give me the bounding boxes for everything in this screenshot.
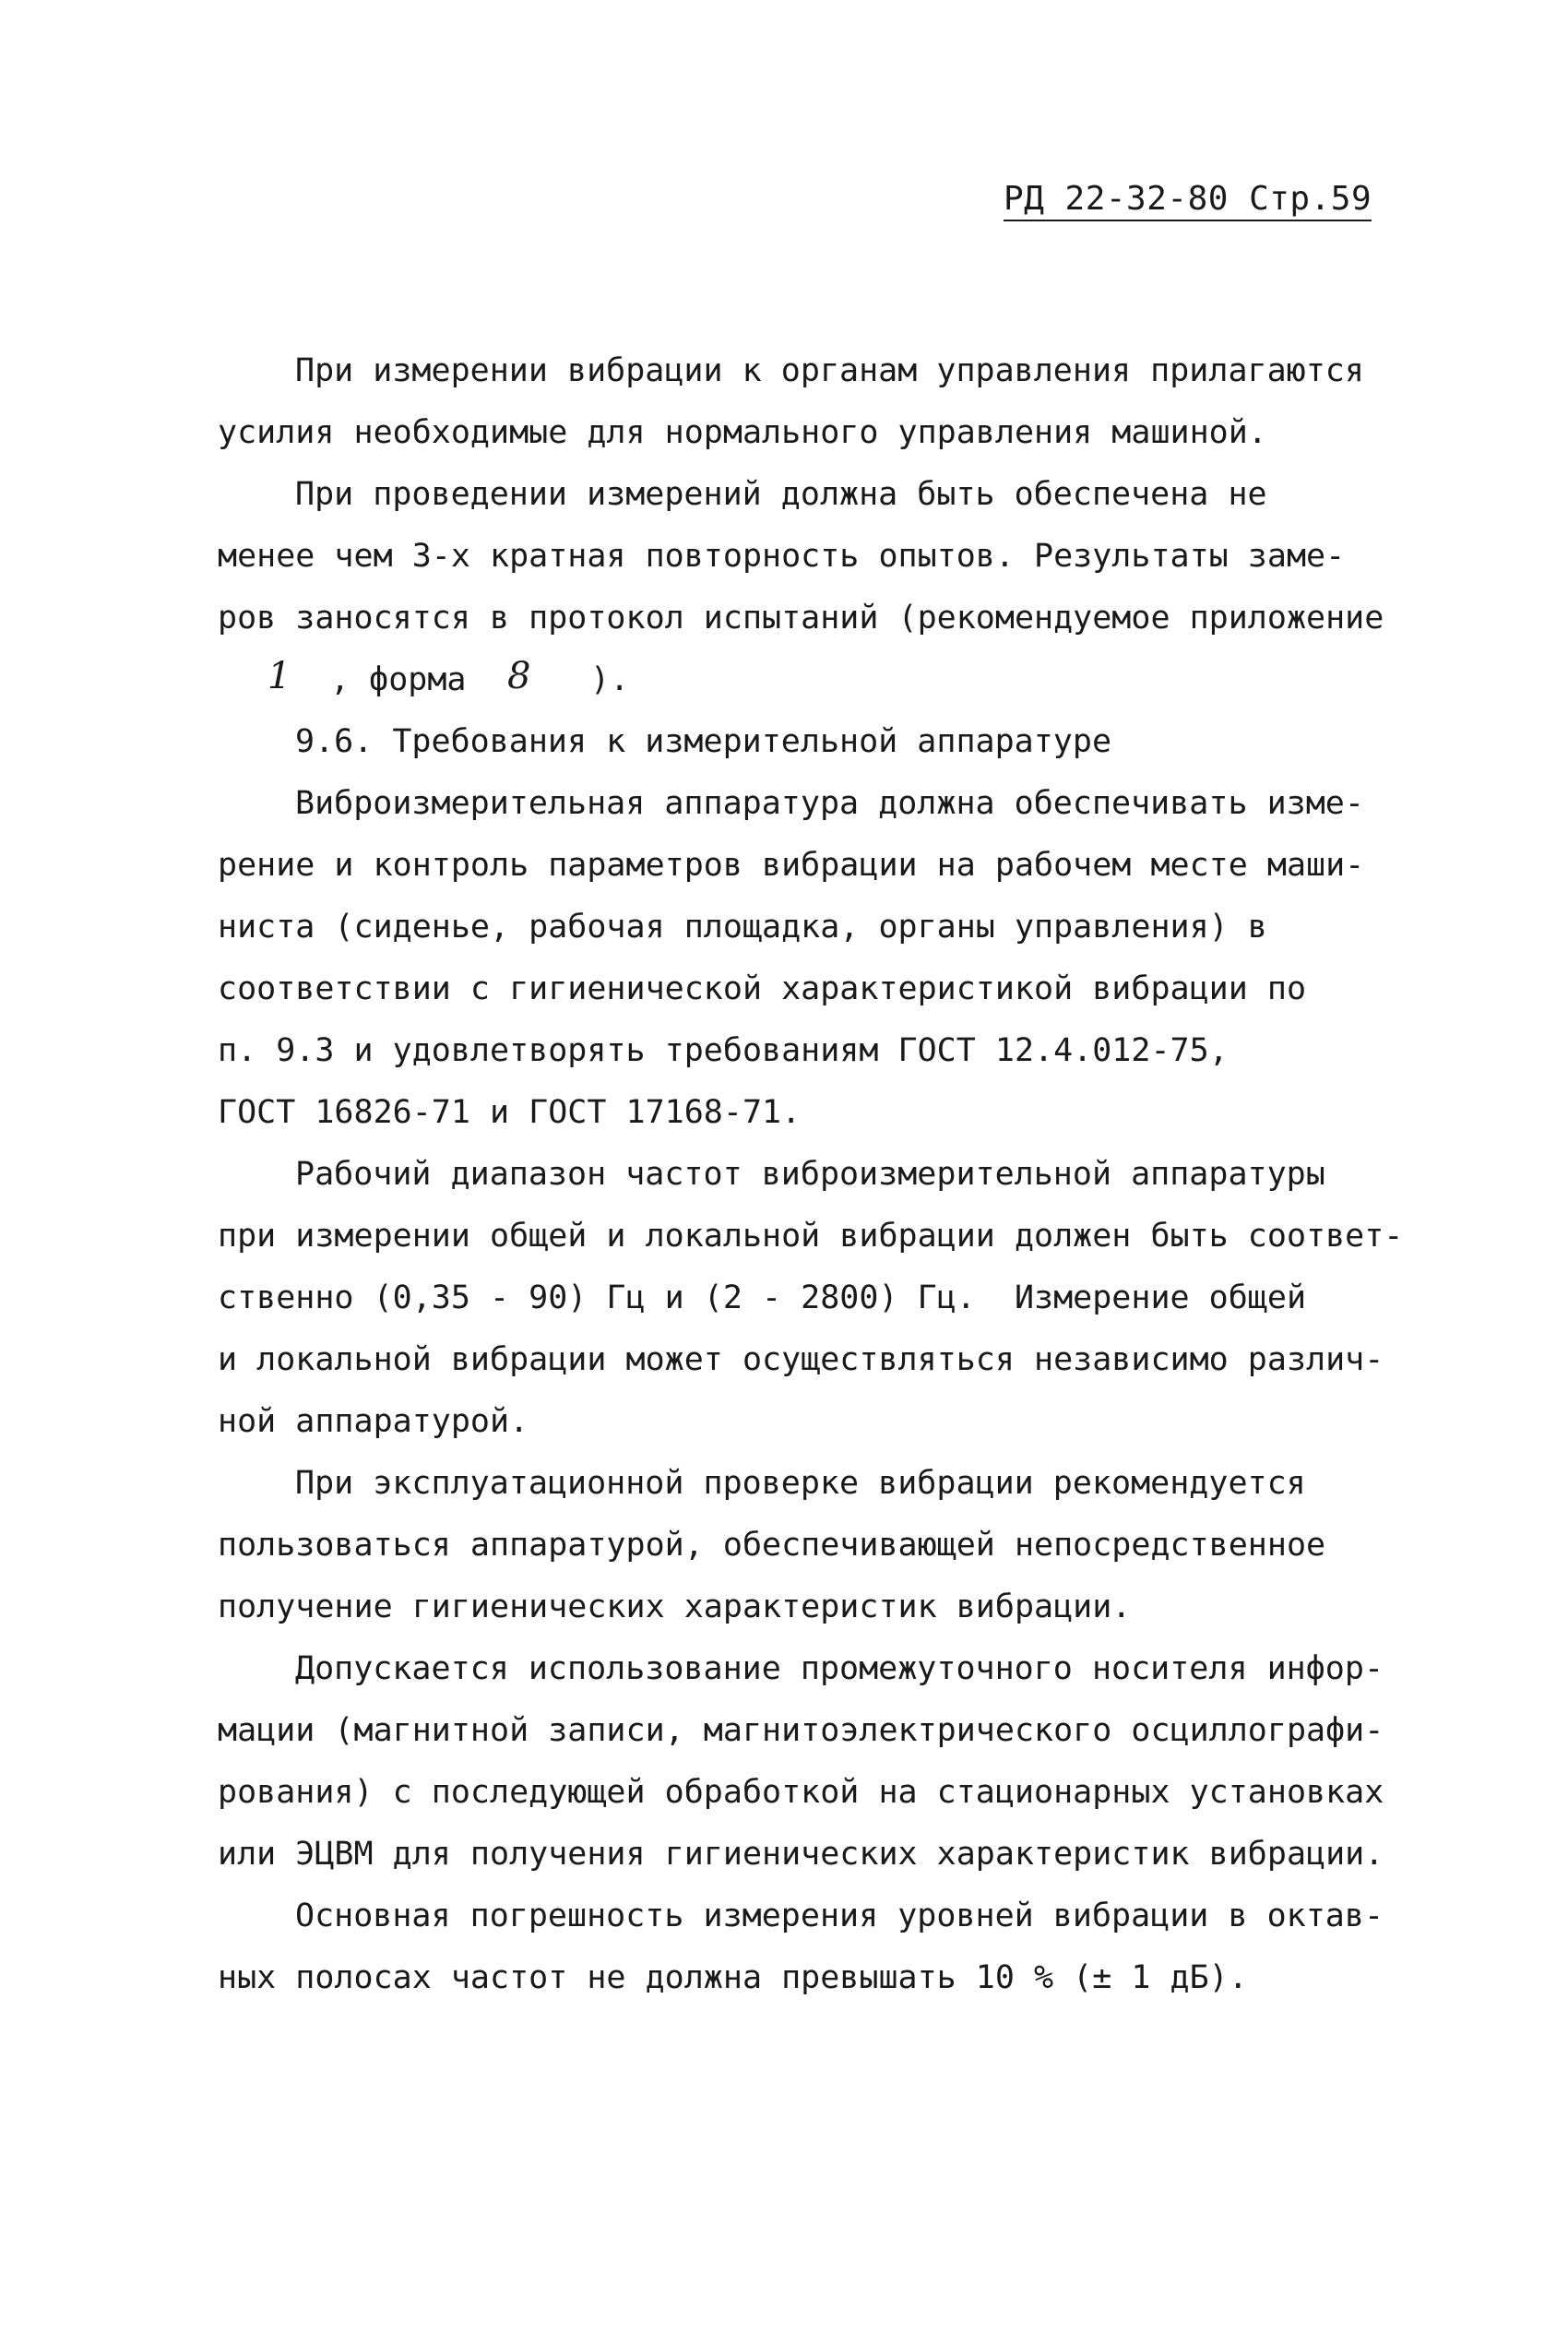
text-line-5: ров заносятся в протокол испытаний (рекомендуемое приложение	[218, 600, 1384, 637]
text-line-3: При проведении измерений должна быть обеспечена не	[295, 476, 1267, 513]
text-line-13: ГОСТ 16826-71 и ГОСТ 17168-71.	[218, 1094, 802, 1131]
handwritten-appendix-number: 1	[267, 655, 291, 697]
text-line-22: Допускается использование промежуточного носителя инфор-	[295, 1650, 1384, 1687]
text-line-12: п. 9.3 и удовлетворять требованиям ГОСТ 12.4.012-75,	[218, 1032, 1229, 1069]
text-line-14: Рабочий диапазон частот виброизмерительной аппаратуры	[295, 1156, 1325, 1193]
text-line-2: усилия необходимые для нормального управления машиной.	[218, 414, 1267, 451]
text-line-23: мации (магнитной записи, магнитоэлектрического осциллографи-	[218, 1712, 1384, 1749]
text-line-19: При эксплуатационной проверке вибрации рекомендуется	[295, 1465, 1306, 1502]
handwritten-form-number: 8	[507, 655, 531, 697]
text-line-9: рение и контроль параметров вибрации на рабочем месте маши-	[218, 847, 1365, 884]
document-reference-header: РД 22-32-80 Стр.59	[1004, 181, 1372, 221]
text-line-11: соответствии с гигиенической характеристикой вибрации по	[218, 970, 1307, 1007]
text-line-6a: , форма	[330, 661, 467, 698]
text-line-16: ственно (0,35 - 90) Гц и (2 - 2800) Гц. Измерение общей	[218, 1279, 1307, 1316]
section-heading-9-6: 9.6. Требования к измерительной аппаратуре	[295, 723, 1112, 760]
text-line-26: Основная погрешность измерения уровней вибрации в октав-	[295, 1898, 1384, 1934]
text-line-18: ной аппаратурой.	[218, 1403, 529, 1440]
text-line-10: ниста (сиденье, рабочая площадка, органы управления) в	[218, 909, 1267, 946]
text-line-17: и локальной вибрации может осуществляться независимо различ-	[218, 1341, 1384, 1378]
text-line-6b: ).	[590, 661, 630, 698]
text-line-4: менее чем 3-х кратная повторность опытов. Результаты заме-	[218, 538, 1346, 575]
text-line-25: или ЭЦВМ для получения гигиенических характеристик вибрации.	[218, 1836, 1384, 1873]
text-line-20: пользоваться аппаратурой, обеспечивающей непосредственное	[218, 1527, 1326, 1564]
text-line-27: ных полосах частот не должна превышать 10 % (± 1 дБ).	[218, 1959, 1248, 1996]
text-line-15: при измерении общей и локальной вибрации должен быть соответ-	[218, 1218, 1404, 1255]
text-line-24: рования) с последующей обработкой на стационарных установках	[218, 1774, 1384, 1811]
text-line-8: Виброизмерительная аппаратура должна обеспечивать изме-	[295, 785, 1364, 822]
text-line-1: При измерении вибрации к органам управления прилагаются	[295, 352, 1364, 389]
text-line-21: получение гигиенических характеристик вибрации.	[218, 1588, 1132, 1625]
